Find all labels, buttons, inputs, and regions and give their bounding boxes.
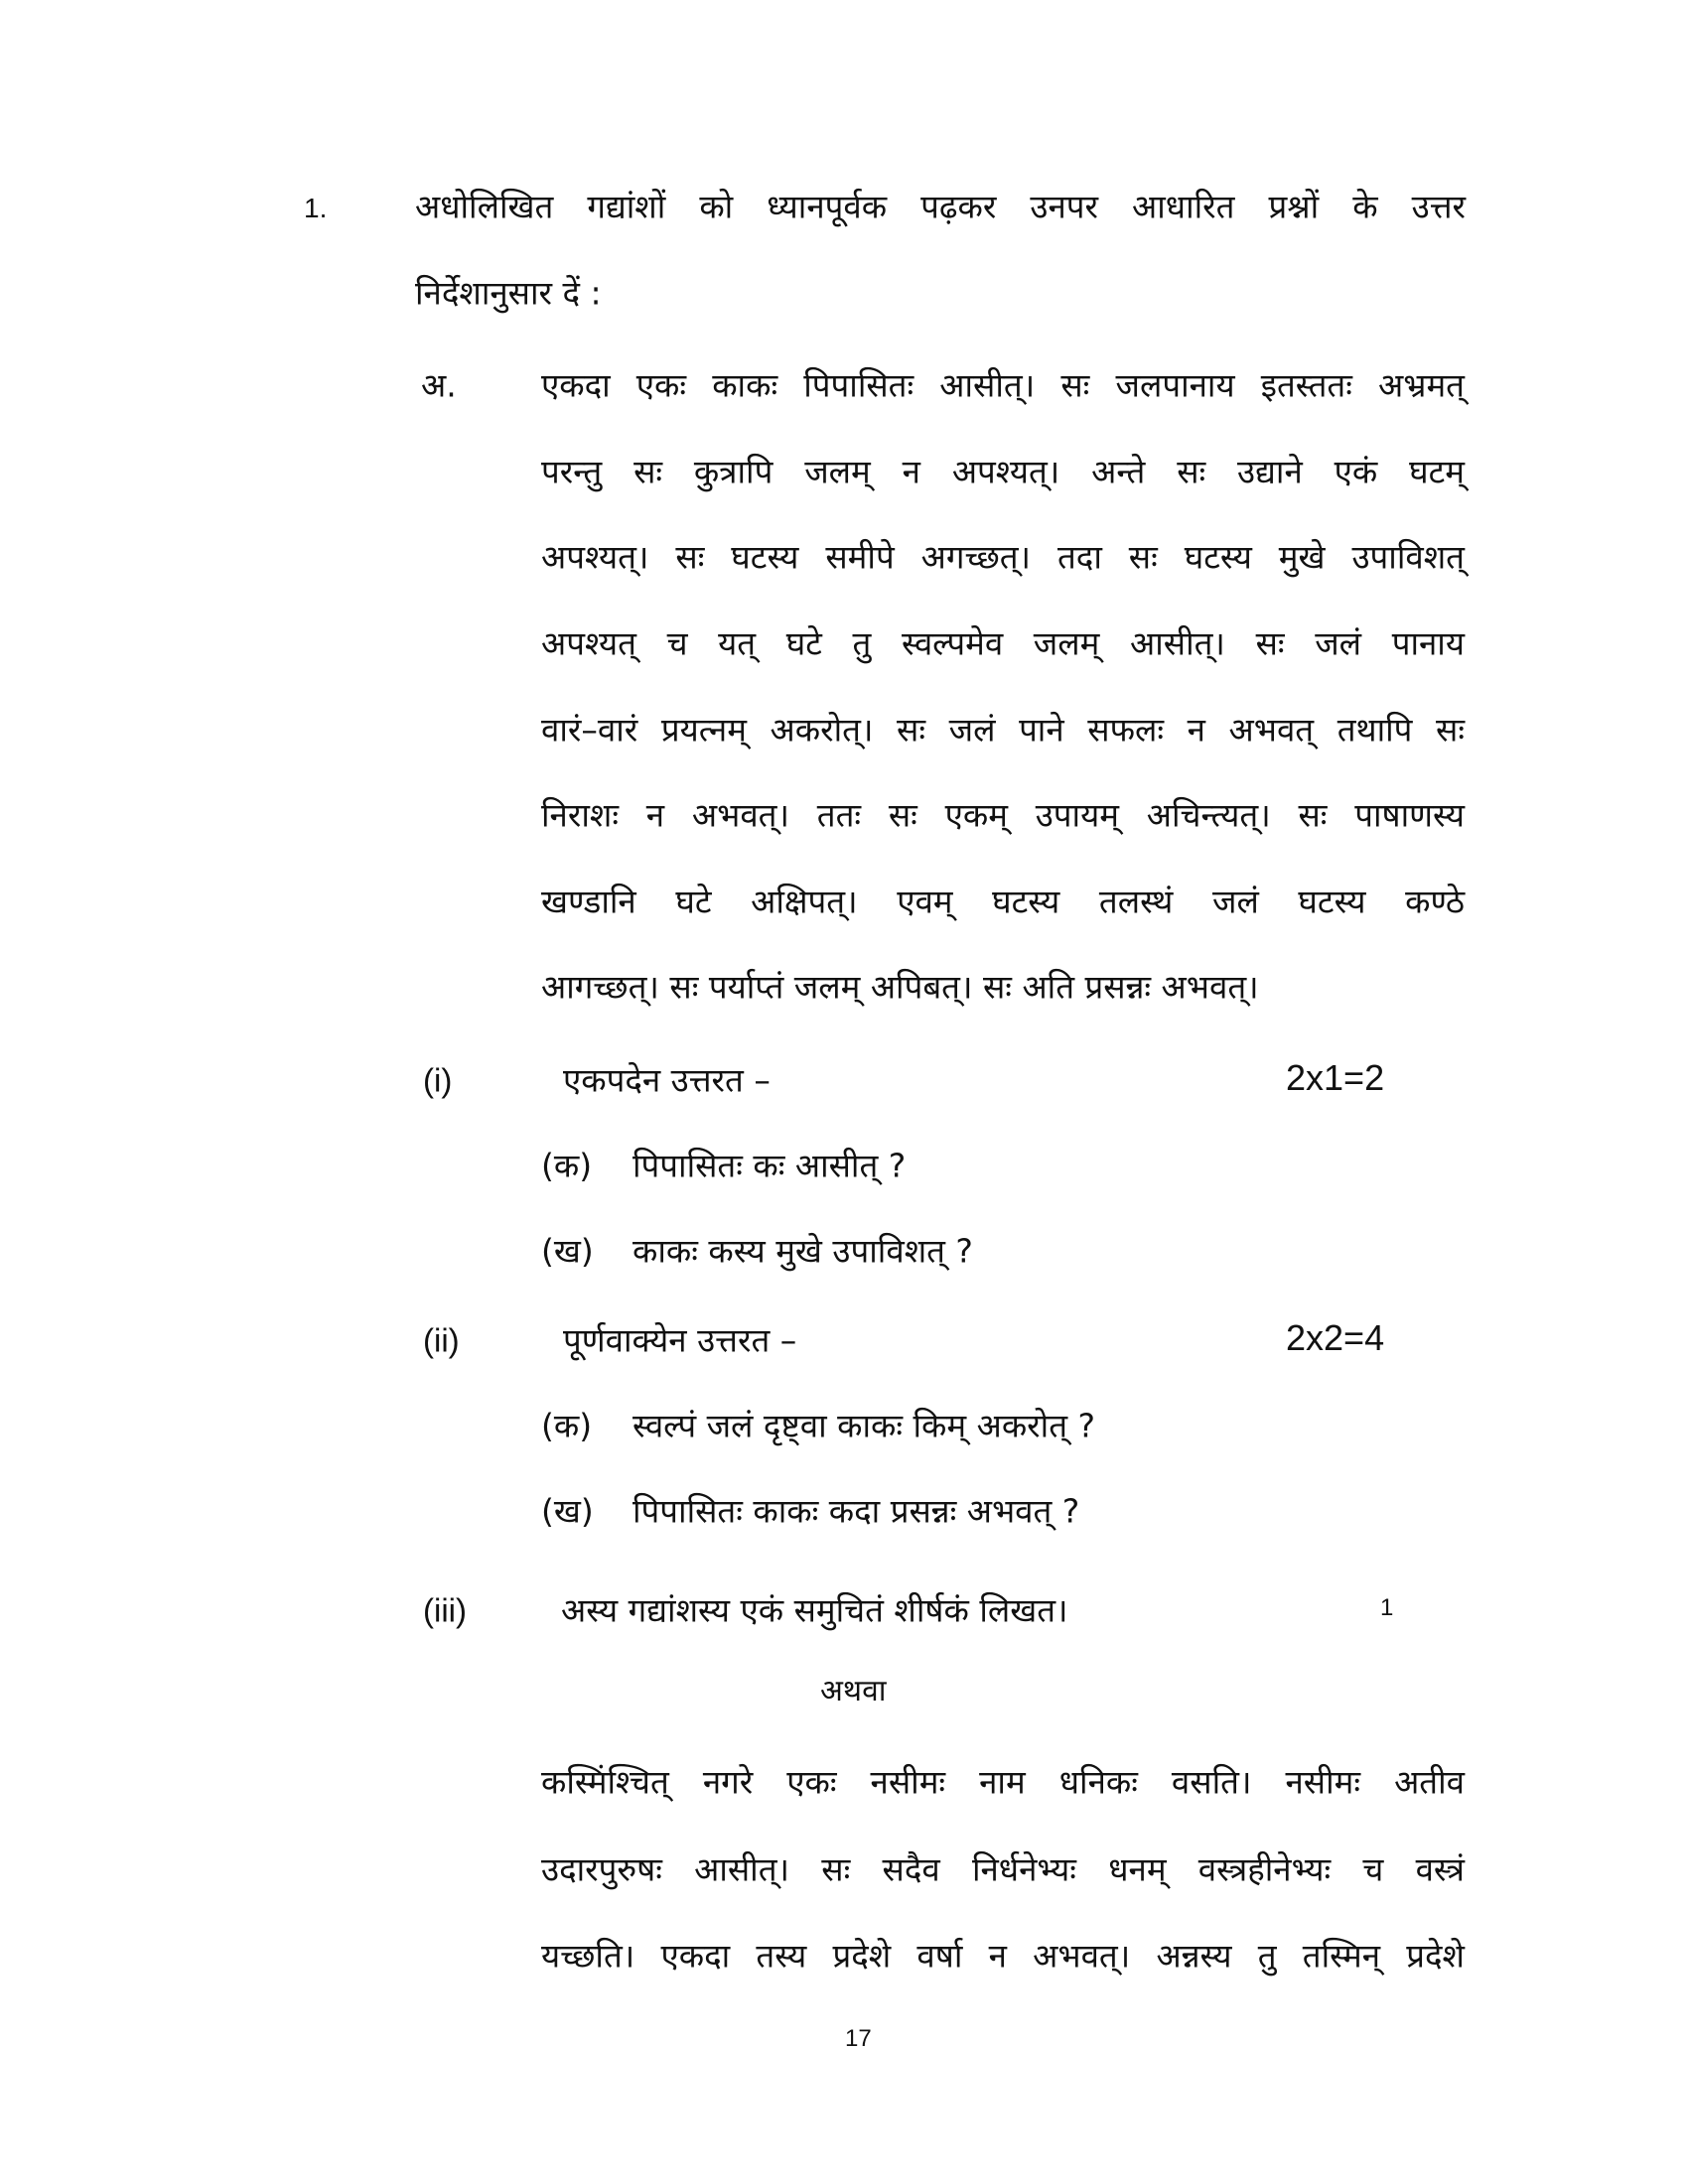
passage-a-line: आगच्छत्। सः पर्याप्तं जलम् अपिबत्। सः अति प्रसन्नः अभवत्। (541, 967, 1259, 1007)
passage-a-line: एकदा एकः काकः पिपासितः आसीत्। सः जलपानाय इतस्ततः अभ्रमत् (541, 365, 1465, 405)
subq-2-item-text: पिपासितः काकः कदा प्रसन्नः अभवत् ? (633, 1491, 1080, 1531)
or-divider-label: अथवा (820, 1674, 887, 1708)
passage-a-line: वारं–वारं प्रयत्नम् अकरोत्। सः जलं पाने सफलः न अभवत् तथापि सः (541, 710, 1465, 750)
subq-1-item-label: (क) (541, 1146, 593, 1185)
passage-a-line: खण्डानि घटे अक्षिपत्। एवम् घटस्य तलस्थं जलं घटस्य कण्ठे (541, 882, 1465, 921)
subq-2-item-label: (क) (541, 1406, 593, 1445)
subq-3-label: (iii) (423, 1591, 467, 1629)
subq-2-label: (ii) (423, 1321, 460, 1359)
passage-b-line: यच्छति। एकदा तस्य प्रदेशे वर्षा न अभवत्। अन्नस्य तु तस्मिन् प्रदेशे (541, 1936, 1465, 1976)
passage-b-line: कस्मिंश्चित् नगरे एकः नसीमः नाम धनिकः वसति। नसीमः अतीव (541, 1762, 1465, 1802)
subq-1-item-text: पिपासितः कः आसीत् ? (633, 1146, 907, 1185)
passage-a-line: अपश्यत् च यत् घटे तु स्वल्पमेव जलम् आसीत्। सः जलं पानाय (541, 623, 1465, 663)
question-instruction-line-2: निर्देशानुसार दें : (415, 273, 602, 313)
passage-b-line: उदारपुरुषः आसीत्। सः सदैव निर्धनेभ्यः धनम् वस्त्रहीनेभ्यः च वस्त्रं (541, 1849, 1465, 1889)
subq-1-item-label: (ख) (541, 1231, 594, 1271)
passage-a-label: अ. (421, 365, 457, 405)
question-number: 1. (304, 193, 328, 223)
passage-a-line: अपश्यत्। सः घटस्य समीपे अगच्छत्। तदा सः घटस्य मुखे उपाविशत् (541, 537, 1465, 577)
subq-1-marks: 2x1=2 (1286, 1057, 1385, 1098)
subq-1-label: (i) (423, 1061, 453, 1099)
subq-2-item-text: स्वल्पं जलं दृष्ट्वा काकः किम् अकरोत् ? (633, 1406, 1096, 1445)
subq-1-instruction: एकपदेन उत्तरत – (563, 1060, 771, 1100)
passage-a-line: निराशः न अभवत्। ततः सः एकम् उपायम् अचिन्त्यत्। सः पाषाणस्य (541, 795, 1465, 835)
question-instruction-line-1: अधोलिखित गद्यांशों को ध्यानपूर्वक पढ़कर उनपर आधारित प्रश्नों के उत्तर (415, 187, 1466, 226)
subq-3-marks: 1 (1380, 1594, 1394, 1621)
page-number: 17 (845, 2025, 872, 2052)
subq-2-item-label: (ख) (541, 1491, 594, 1531)
subq-3-instruction: अस्य गद्यांशस्य एकं समुचितं शीर्षकं लिखत। (561, 1590, 1068, 1630)
subq-2-instruction: पूर्णवाक्येन उत्तरत – (563, 1320, 797, 1360)
subq-2-marks: 2x2=4 (1286, 1317, 1385, 1358)
passage-a-line: परन्तु सः कुत्रापि जलम् न अपश्यत्। अन्ते सः उद्याने एकं घटम् (541, 452, 1465, 491)
subq-1-item-text: काकः कस्य मुखे उपाविशत् ? (633, 1231, 973, 1271)
